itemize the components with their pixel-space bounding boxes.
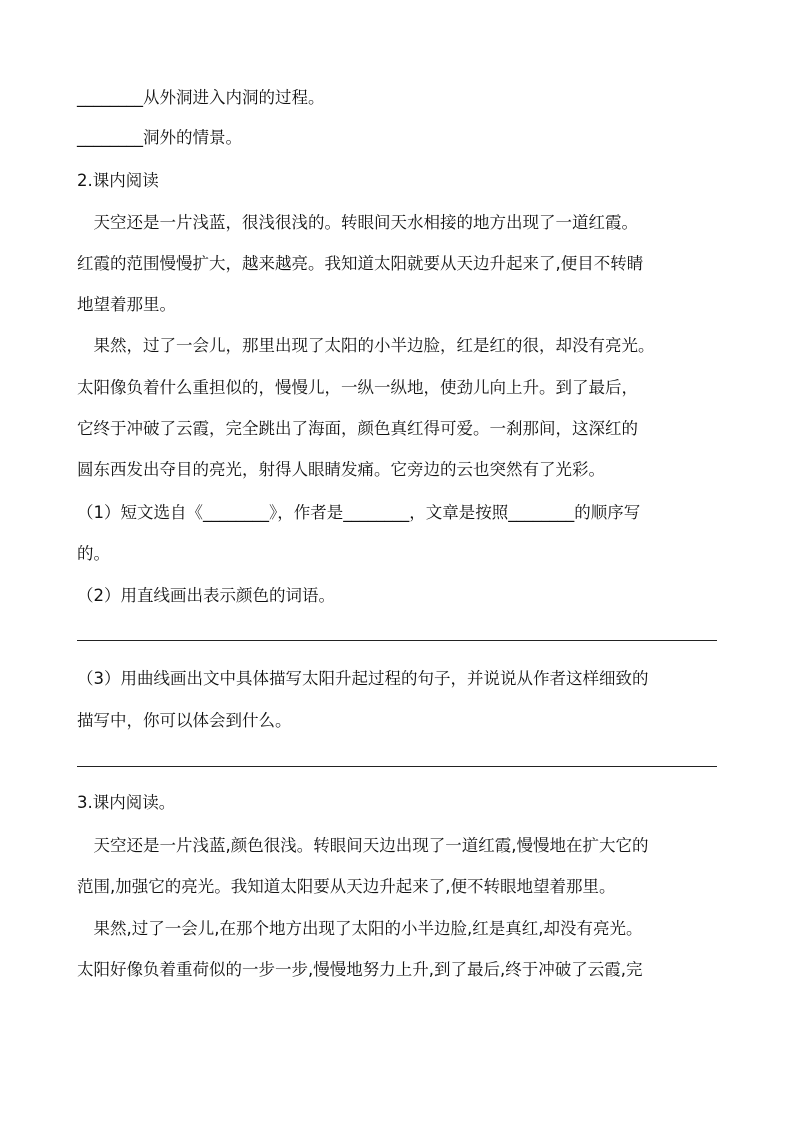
passage-2-line-3: 它终于冲破了云霞，完全跳出了海面，颜色真红得可爱。一刹那间，这深红的 bbox=[77, 419, 638, 438]
question-1-line-1: （1）短文选自《________》，作者是________，文章是按照________的顺序写 bbox=[77, 503, 641, 522]
passage-1-line-3: 地望着那里。 bbox=[77, 295, 176, 314]
question-2: （2）用直线画出表示颜色的词语。 bbox=[77, 586, 335, 605]
question-3-line-1: （3）用曲线画出文中具体描写太阳升起过程的句子，并说说从作者这样细致的 bbox=[77, 669, 649, 688]
question-1-line-2: 的。 bbox=[77, 544, 110, 563]
passage-4-line-2: 太阳好像负着重荷似的一步一步,慢慢地努力上升,到了最后,终于冲破了云霞,完 bbox=[77, 960, 643, 979]
question-3-line-2: 描写中，你可以体会到什么。 bbox=[77, 711, 292, 730]
answer-line-process: ________从外洞进入内洞的过程。 bbox=[77, 88, 325, 107]
passage-4-line-1: 果然,过了一会儿,在那个地方出现了太阳的小半边脸,红是真红,却没有亮光。 bbox=[77, 919, 643, 938]
answer-rule-1 bbox=[77, 640, 717, 641]
passage-2-line-4: 圆东西发出夺目的亮光，射得人眼睛发痛。它旁边的云也突然有了光彩。 bbox=[77, 460, 605, 479]
answer-line-outside: ________洞外的情景。 bbox=[77, 128, 242, 147]
passage-3-line-1: 天空还是一片浅蓝,颜色很浅。转眼间天边出现了一道红霞,慢慢地在扩大它的 bbox=[77, 836, 649, 855]
answer-rule-2 bbox=[77, 766, 717, 767]
passage-3-line-2: 范围,加强它的亮光。我知道太阳要从天边升起来了,便不转眼地望着那里。 bbox=[77, 877, 616, 896]
section-title-2: 2.课内阅读 bbox=[77, 171, 159, 190]
passage-2-line-2: 太阳像负着什么重担似的，慢慢儿，一纵一纵地，使劲儿向上升。到了最后， bbox=[77, 378, 638, 397]
passage-1-line-1: 天空还是一片浅蓝，很浅很浅的。转眼间天水相接的地方出现了一道红霞。 bbox=[77, 213, 638, 232]
section-title-3: 3.课内阅读。 bbox=[77, 793, 176, 812]
passage-1-line-2: 红霞的范围慢慢扩大，越来越亮。我知道太阳就要从天边升起来了,便目不转睛 bbox=[77, 254, 644, 273]
passage-2-line-1: 果然，过了一会儿，那里出现了太阳的小半边脸，红是红的很，却没有亮光。 bbox=[77, 336, 655, 355]
